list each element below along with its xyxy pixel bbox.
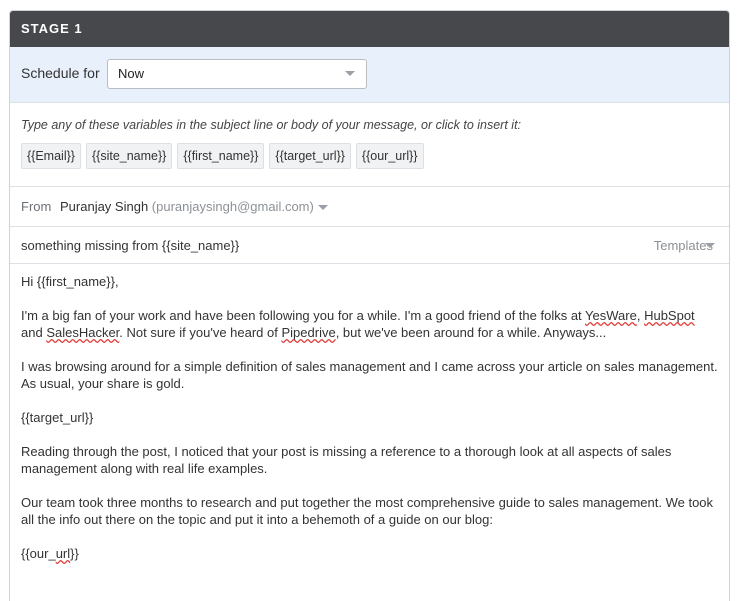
message-body-editor[interactable]	[10, 264, 729, 562]
subject-row[interactable]	[10, 227, 729, 264]
spellcheck-word: YesWare	[585, 308, 637, 323]
variable-chips	[21, 143, 424, 169]
schedule-value: Now	[118, 66, 145, 81]
from-sender-select[interactable]	[60, 199, 314, 214]
body-greeting: Hi {{first_name}},	[21, 274, 119, 289]
body-paragraph-1: I'm a big fan of your work and have been following you for a while. I'm a good friend of the folks at YesWare, HubSpot and SalesHacker. Not sure if you've heard of Pipedrive, but we've been around for a while. Anyways...	[21, 308, 695, 340]
variable-chip-site-name[interactable]: {{site_name}}	[86, 143, 172, 169]
chevron-down-icon	[345, 71, 355, 76]
spellcheck-word: Pipedrive	[281, 325, 336, 340]
spellcheck-word: url	[55, 546, 71, 561]
variable-chip-our-url[interactable]: {{our_url}}	[356, 143, 424, 169]
schedule-label: Schedule for	[21, 65, 100, 81]
body-our-url: {{our_url}}	[21, 546, 79, 561]
variable-chip-target-url[interactable]: {{target_url}}	[269, 143, 351, 169]
chevron-down-icon[interactable]	[318, 205, 328, 210]
variables-hint: Type any of these variables in the subject line or body of your message, or click to insert it:	[21, 118, 522, 132]
body-paragraph-2: I was browsing around for a simple definition of sales management and I came across your article on sales management. As usual, your share is gold.	[21, 359, 718, 391]
schedule-row	[10, 47, 729, 103]
body-paragraph-3: Reading through the post, I noticed that your post is missing a reference to a thorough look at all aspects of sales management along with real life examples.	[21, 444, 672, 476]
templates-button[interactable]: Templates	[653, 238, 713, 253]
from-label: From	[21, 199, 52, 214]
subject-input[interactable]: something missing from {{site_name}}	[21, 238, 240, 253]
variable-chip-email[interactable]: {{Email}}	[21, 143, 81, 169]
stage-header: STAGE 1	[10, 11, 729, 47]
body-target-url: {{target_url}}	[21, 410, 94, 425]
schedule-select[interactable]	[107, 59, 367, 89]
spellcheck-word: SalesHacker	[46, 325, 120, 340]
body-paragraph-4: Our team took three months to research and put together the most comprehensive guide to sales management. We took all the info out there on the topic and put it into a behemoth of a guide on our blog:	[21, 495, 714, 527]
from-row	[10, 187, 729, 227]
variables-section	[10, 103, 729, 187]
variable-chip-first-name[interactable]: {{first_name}}	[177, 143, 264, 169]
spellcheck-word: HubSpot	[644, 308, 695, 323]
stage-panel	[9, 10, 730, 601]
chevron-down-icon[interactable]	[705, 243, 715, 248]
from-email: (puranjaysingh@gmail.com)	[151, 199, 314, 214]
from-name: Puranjay Singh	[60, 199, 149, 214]
